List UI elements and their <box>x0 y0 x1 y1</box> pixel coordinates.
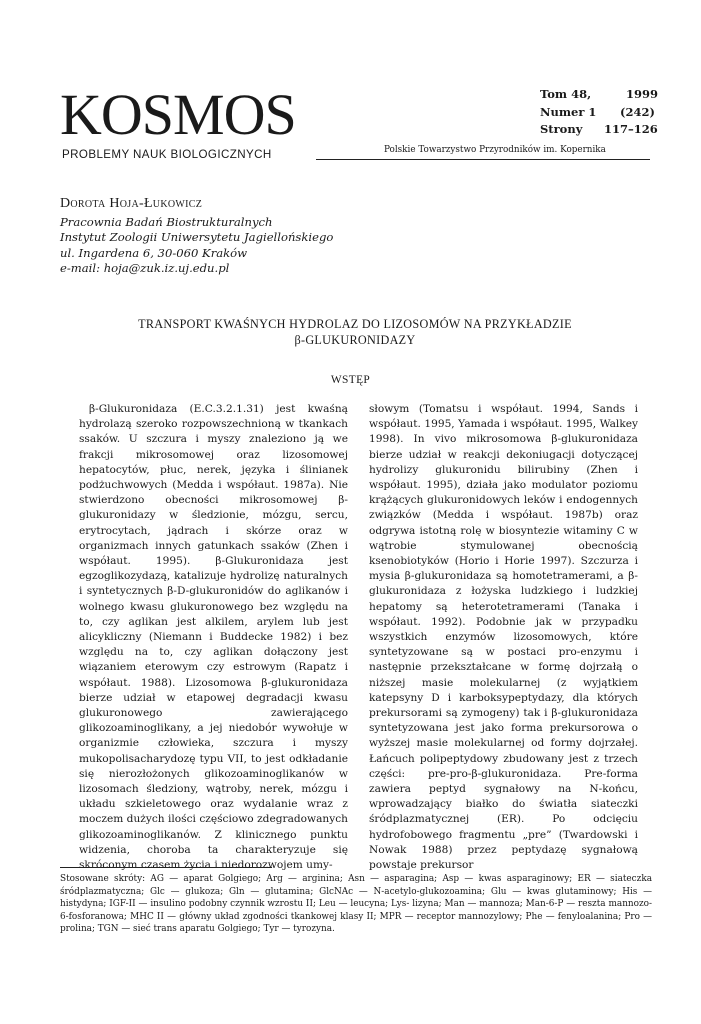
issue-pages <box>540 121 658 139</box>
body-column-left <box>79 402 348 873</box>
masthead-rule <box>316 159 650 160</box>
footnote-text: Stosowane skróty: AG — aparat Golgiego; Arg — arginina; Asn — asparagina; Asp — kwas asparaginowy; ER — siateczka śródplazmatyczna; Glc — glukoza; Gln — glutamina; GlcNAc — N-acetylo-glukozoamina; Glu — kwas glutaminowy; His — histydyna; IGF-II — insulino podobny czynnik wzrostu II; Leu — leucyna; Lys- lizyna; Man — mannoza; Man-6-P — reszta mannozo-6-fosforanowa; MHC II — główny układ zgodności tkankowej klasy II; MPR — receptor mannozylowy; Phe — fenyloalanina; Pro — prolina; TGN — sieć trans aparatu Golgiego; Tyr — tyrozyna. <box>60 874 652 935</box>
journal-subtitle: PROBLEMY NAUK BIOLOGICZNYCH <box>62 148 272 161</box>
society-name: Polskie Towarzystwo Przyrodników im. Kopernika <box>384 145 606 155</box>
affiliation-lab: Pracownia Badań Biostrukturalnych <box>60 214 273 229</box>
number-label: Numer 1 <box>540 104 597 119</box>
section-heading: WSTĘP <box>330 374 371 386</box>
article-title-line-1: TRANSPORT KWAŚNYCH HYDROLAZ DO LIZOSOMÓW NA PRZYKŁADZIE <box>138 317 572 331</box>
issue-info <box>540 86 658 139</box>
body-paragraph-left: β-Glukuronidaza (E.C.3.2.1.31) jest kwaśną hydrolazą szeroko rozpowszechnioną w tkankach ssaków. U szczura i myszy znaleziono ją we frakcji mikrosomowej oraz lizosomowej hepatocytów, płuc, nerek, języka i ślinianek podżuchwowych (Medda i współaut. 1987a). Nie stwierdzono obecności mikrosomowej β-glukuronidazy w śledzionie, mózgu, sercu, erytrocytach, jądrach i skórze oraz w organizmach innych gatunkach ssaków (Zhen i współaut. 1995). β-Glukuronidaza jest egzoglikozydazą, katalizuje hydrolizę naturalnych i syntetycznych β-D-glukuronidów do aglikanów i wolnego kwasu glukuronowego bez względu na to, czy aglikan jest alkilem, arylem lub jest alicykliczny (Niemann i Buddecke 1982) i bez względu na to, czy aglikan dołączony jest wiązaniem eterowym czy estrowym (Rapatz i współaut. 1988). Lizosomowa β-glukuronidaza bierze udział w etapowej degradacji kwasu glukuronowego zawierającego glikozoaminoglikany, a jej niedobór wywołuje w organizmie człowieka, szczura i myszy mukopolisacharydozę typu VII, to jest odkładanie się nierozłożonych glikozoaminoglikanów w lizosomach śledziony, wątroby, nerek, mózgu i układu szkieletowego oraz wydalanie wraz z moczem dużych ilości częściowo zdegradowanych glikozoaminoglikanów. Z klinicznego punktu widzenia, choroba ta charakteryzuje się skróconym czasem życia i niedorozwojem umy- <box>79 403 348 872</box>
journal-title: KOSMOS <box>60 82 296 147</box>
volume-label: Tom 48, <box>540 87 592 101</box>
author-email[interactable]: e-mail: hoja@zuk.iz.uj.edu.pl <box>60 261 230 275</box>
body-paragraph-right: słowym (Tomatsu i współaut. 1994, Sands i współaut. 1995, Yamada i współaut. 1995, Walkey 1998). In vivo mikrosomowa β-glukuronidaza bierze udział w reakcji dekoniugacji dotyczącej hydrolizy glukuronidu bilirubiny (Zhen i współaut. 1995), działa jako modulator poziomu krążących glukuronidowych leków i endogennych związków (Medda i współaut. 1987b) oraz odgrywa istotną rolę w biosyntezie witaminy C w wątrobie stymulowanej obecnością ksenobiotyków (Horio i Horie 1997). Szczurza i mysia β-glukuronidaza są homotetramerami, a β-glukuronidaza z łożyska ludzkiego i ludzkiej hepatomy są heterotetramerami (Tanaka i współaut. 1992). Podobnie jak w przypadku wszystkich enzymów lizosomowych, które syntetyzowane są w postaci pro-enzymu i następnie przekształcane w formę dojrzałą o niższej masie molekularnej (z wyjątkiem katepsyny D i karboksypeptydazy, dla których prekursorami są zymogeny) tak i β-glukuronidaza syntetyzowana jest jako forma prekursorowa o wyższej masie molekularnej od formy dojrzałej. Łańcuch polipeptydowy zbudowany jest z trzech części: pre-pro-β-glukuronidaza. Pre-forma zawiera peptyd sygnałowy na N-końcu, wprowadzający białko do światła siateczki śródplazmatycznej (ER). Po odcięciu hydrofobowego fragmentu „pre” (Twardowski i Nowak 1988) przez peptydazę sygnałową powstaje prekursor <box>369 403 638 872</box>
affiliation-institute: Instytut Zoologii Uniwersytetu Jagiellońskiego <box>60 230 334 244</box>
author-block <box>60 196 333 277</box>
pages-value: 117–126 <box>604 122 658 136</box>
body-column-right <box>369 402 638 873</box>
abbreviations-footnote <box>60 873 652 936</box>
footnote-rule <box>60 867 272 868</box>
issue-volume <box>540 86 658 104</box>
journal-masthead <box>60 82 659 166</box>
issue-number <box>540 104 658 122</box>
author-name: Dorota Hoja-Łukowicz <box>60 196 203 211</box>
article-title-line-2: β-GLUKURONIDAZY <box>294 333 416 347</box>
article-title <box>100 316 610 348</box>
author-address: ul. Ingardena 6, 30-060 Kraków <box>60 245 248 260</box>
number-value: (242) <box>620 104 655 119</box>
volume-year: 1999 <box>626 87 659 101</box>
pages-label: Strony <box>540 122 583 136</box>
